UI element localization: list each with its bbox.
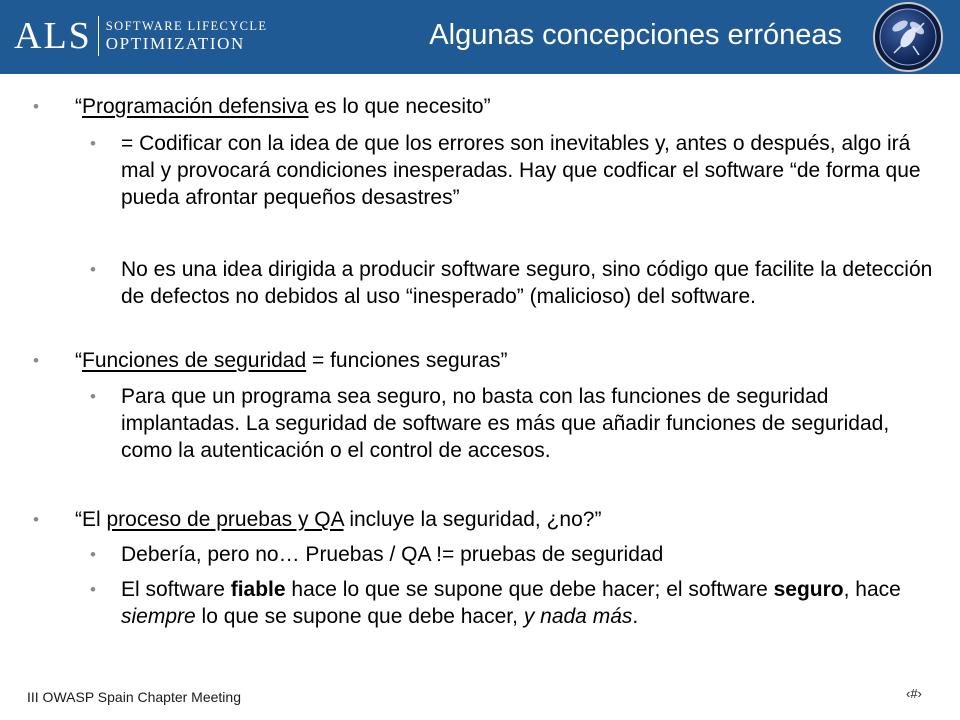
underlined-term: Programación defensiva: [82, 95, 309, 118]
logo-divider: [98, 16, 99, 56]
sub-bullet-text: Debería, pero no… Pruebas / QA != pruebas de seguridad: [121, 543, 664, 566]
italic-term: y nada más: [523, 605, 633, 628]
sub-bullet-marker: •: [90, 580, 96, 599]
als-logo: [14, 13, 267, 59]
footer-event-name: III OWASP Spain Chapter Meeting: [27, 689, 241, 705]
bullet-marker: •: [33, 351, 39, 370]
logo-mark: ALS: [14, 15, 92, 57]
sub-bullet-marker: •: [90, 545, 96, 564]
sub-bullet-text: El software fiable hace lo que se supone que debe hacer; el software seguro, hace siempre lo que se supone que debe hacer, y nada más.: [121, 578, 901, 628]
bold-term: fiable: [230, 578, 286, 601]
sub-bullet-marker: •: [90, 260, 96, 279]
bullet-text: “El proceso de pruebas y QA incluye la seguridad, ¿no?”: [75, 508, 602, 531]
underlined-term: Funciones de seguridad: [82, 349, 307, 372]
slide-header: [0, 0, 960, 74]
bullet-text: “Funciones de seguridad = funciones seguras”: [75, 349, 508, 372]
bullet-marker: •: [33, 97, 39, 116]
bullet-marker: •: [33, 510, 39, 529]
slide-number: ‹#›: [906, 686, 922, 701]
sub-bullet-text: No es una idea dirigida a producir software seguro, sino código que facilite la detección de defectos no debidos al uso “inesperado” (malicioso) del software.: [121, 258, 933, 308]
sub-bullet-text: Para que un programa sea seguro, no basta con las funciones de seguridad implantadas. La seguridad de software es más que añadir funciones de seguridad, como la autenticación o el control de accesos.: [121, 385, 890, 462]
slide-title: Algunas concepciones erróneas: [429, 19, 842, 51]
sub-bullet-marker: •: [90, 134, 96, 153]
logo-line-2: OPTIMIZATION: [105, 34, 245, 53]
logo-line-1: SOFTWARE LIFECYCLE: [105, 19, 268, 33]
italic-term: siempre: [121, 605, 196, 628]
logo-text: [106, 18, 268, 54]
sub-bullet-marker: •: [90, 387, 96, 406]
underlined-term: proceso de pruebas y QA: [106, 508, 344, 531]
bullet-text: “Programación defensiva es lo que necesito”: [75, 95, 491, 118]
bold-term: seguro: [773, 578, 844, 601]
owasp-wasp-emblem-icon: [872, 1, 944, 73]
sub-bullet-text: = Codificar con la idea de que los errores son inevitables y, antes o después, algo irá mal y provocará condiciones inesperadas. Hay que codficar el software “de forma que pueda afrontar pequeños desastres”: [121, 132, 921, 209]
